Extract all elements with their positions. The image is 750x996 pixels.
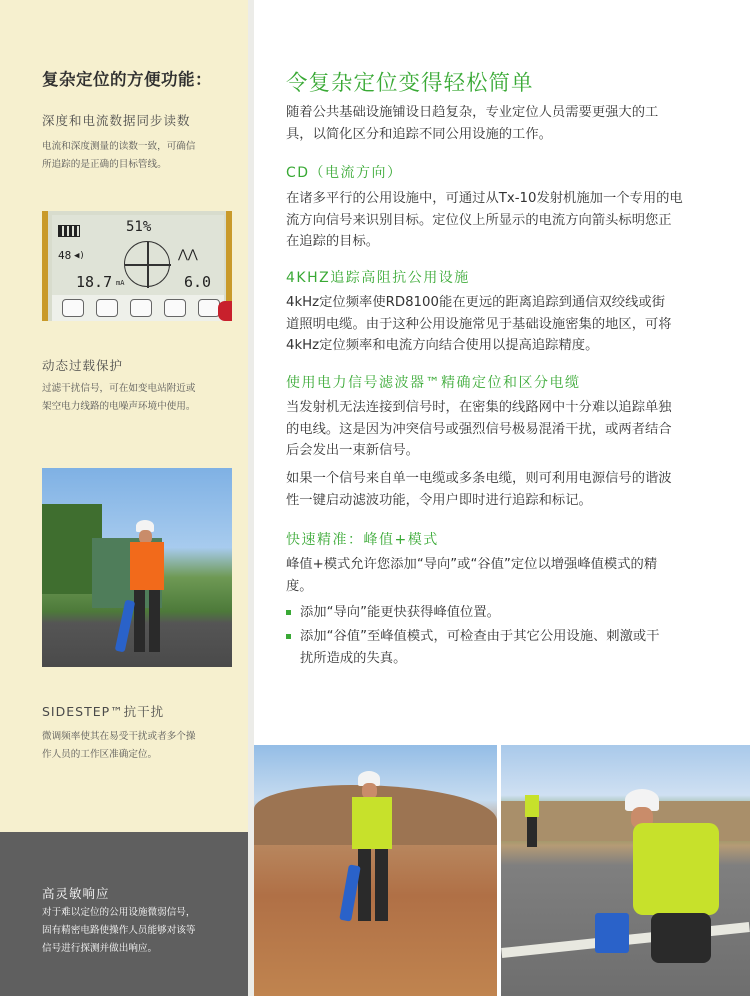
text-line: 流方向信号来识别目标。定位仪上所显示的电流方向箭头标明您正: [286, 212, 672, 228]
current-reading: 18.7: [76, 273, 113, 291]
text-line: 固有精密电路使操作人员能够对该等: [42, 925, 196, 936]
text-line: 具，以简化区分和追踪不同公用设施的工作。: [286, 126, 552, 142]
orange-vest: [130, 542, 164, 590]
leg: [134, 590, 145, 652]
sidebar-text-sidestep: [42, 728, 232, 764]
text-line: 道照明电缆。由于这种公用设施常见于基础设施密集的地区，可将: [286, 316, 672, 332]
sidebar-text-overload: [42, 380, 232, 416]
section-heading-cd: CD（电流方向）: [286, 165, 403, 181]
current-unit: mA: [116, 279, 125, 287]
text-line: 过滤干扰信号，可在如变电站附近或: [42, 383, 196, 394]
signal-percent: 51%: [126, 219, 152, 235]
page-title: 令复杂定位变得轻松简单: [286, 71, 534, 96]
menu-button-icon: [96, 299, 118, 317]
menu-button-icon: [198, 299, 220, 317]
text-line: 添加“导向”能更快获得峰值位置。: [300, 605, 500, 620]
text-line: 所追踪的是正确的目标管线。: [42, 159, 167, 170]
section-paragraph-peak-plus: [286, 554, 706, 597]
text-line: 后会发出一束新信号。: [286, 443, 419, 458]
depth-reading: 6.0: [184, 273, 212, 291]
text-line: 在诸多平行的公用设施中，可通过从Tx-10发射机施加一个专用的电: [286, 191, 683, 206]
intro-paragraph: [286, 102, 706, 145]
section-paragraph-power-filter-2: [286, 468, 706, 511]
text-line: 如果一个信号来自单一电缆或多条电缆，则可利用电源信号的谐波: [286, 471, 672, 486]
legs: [651, 913, 711, 963]
menu-button-icon: [130, 299, 152, 317]
bullet-item-guidance: [286, 602, 706, 624]
text-line: 信号进行探测并做出响应。: [42, 943, 158, 954]
text-line: 对于难以定位的公用设施微弱信号，: [42, 907, 196, 918]
speaker-icon: ◀): [74, 251, 85, 261]
text-line: 电流和深度测量的读数一致，可确信: [42, 141, 196, 152]
sidebar-heading-sync-readings: 深度和电流数据同步读数: [42, 113, 191, 128]
sidebar-text-sync-readings: [42, 138, 232, 174]
worker-site-photo: [254, 745, 497, 996]
text-line: 扰所造成的失真。: [300, 650, 407, 666]
menu-button-icon: [164, 299, 186, 317]
sidebar-highlight-panel: [0, 832, 248, 996]
text-line: 度。: [286, 578, 313, 594]
yellow-vest: [633, 823, 719, 915]
background-worker: [525, 795, 539, 817]
signal-level: 48: [58, 249, 72, 262]
leg: [375, 849, 388, 921]
display-screen: [52, 215, 224, 295]
sidebar-heading-high-sensitivity: 高灵敏响应: [42, 886, 110, 901]
text-line: 微调频率使其在易受干扰或者多个操: [42, 731, 196, 742]
locator-display-image: [42, 211, 232, 321]
sidebar-title: 复杂定位的方便功能：: [42, 70, 212, 89]
compass-icon: [124, 241, 170, 287]
text-line: 架空电力线路的电噪声环境中使用。: [42, 401, 196, 412]
display-frame: [42, 211, 48, 321]
text-line: 的电线。这是因为冲突信号或强烈信号极易混淆干扰，或两者结合: [286, 421, 672, 437]
section-paragraph-power-filter-1: [286, 397, 706, 462]
sidebar-heading-overload: 动态过载保护: [42, 358, 124, 373]
worker-substation-photo: [42, 468, 232, 667]
text-line: 峰值+模式允许您添加“导向”或“谷值”定位以增强峰值模式的精: [286, 557, 658, 572]
section-heading-4khz: 4KHZ追踪高阻抗公用设施: [286, 270, 470, 286]
text-line: 在追踪的目标。: [286, 234, 380, 249]
text-line: 性一键启动滤波功能，令用户即时进行追踪和标记。: [286, 492, 592, 508]
locator-device: [595, 913, 629, 953]
menu-button-icon: [62, 299, 84, 317]
bullet-square-icon: [286, 610, 291, 615]
leg: [358, 849, 371, 921]
text-line: 随着公共基础设施铺设日趋复杂，专业定位人员需要更强大的工: [286, 105, 659, 120]
battery-icon: [58, 225, 80, 237]
section-paragraph-4khz: [286, 292, 706, 357]
text-line: 添加“谷值”至峰值模式，可检查由于其它公用设施、刺激或干: [300, 629, 660, 644]
leg: [149, 590, 160, 652]
section-heading-power-filter: 使用电力信号滤波器™精确定位和区分电缆: [286, 375, 581, 391]
sidebar-text-high-sensitivity: [42, 904, 232, 958]
red-button-icon: [218, 301, 232, 321]
text-line: 4kHz定位频率使RD8100能在更远的距离追踪到通信双绞线或街: [286, 295, 665, 310]
background-worker-legs: [527, 817, 537, 847]
section-heading-peak-plus: 快速精准：峰值+模式: [286, 532, 439, 548]
sidebar-heading-sidestep: SIDESTEP™抗干扰: [42, 704, 165, 719]
bullet-item-null: [286, 626, 706, 669]
text-line: 4kHz定位频率和电流方向结合使用以提高追踪精度。: [286, 338, 599, 353]
text-line: 作人员的工作区准确定位。: [42, 749, 158, 760]
peak-mode-icon: ⋀⋀: [178, 247, 198, 261]
text-line: 当发射机无法连接到信号时，在密集的线路网中十分难以追踪单独: [286, 400, 672, 415]
yellow-vest: [352, 797, 392, 849]
worker-road-photo: [501, 745, 750, 996]
section-paragraph-cd: [286, 188, 706, 253]
bullet-square-icon: [286, 634, 291, 639]
